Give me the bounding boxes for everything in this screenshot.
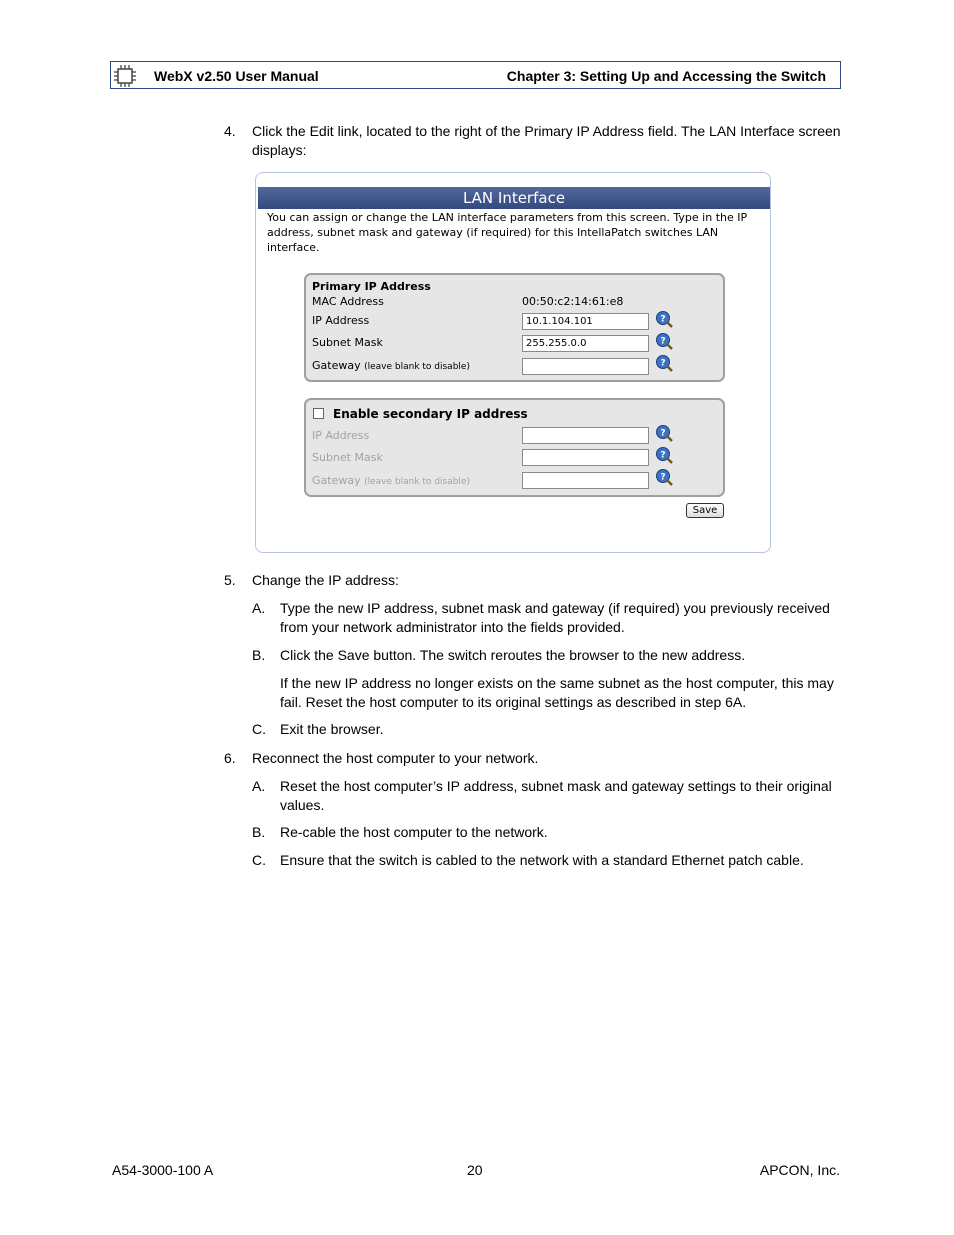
step-number: 6.	[224, 750, 236, 766]
svg-text:?: ?	[660, 472, 666, 483]
secondary-subnet-label: Subnet Mask	[312, 451, 383, 464]
step-text: Change the IP address:	[252, 572, 399, 588]
mac-value: 00:50:c2:14:61:e8	[522, 295, 624, 308]
gateway-input[interactable]	[522, 358, 649, 375]
substep-text: Type the new IP address, subnet mask and gateway (if required) you previously received from your network administrator into the fields provided.	[280, 600, 830, 635]
secondary-ip-heading: Enable secondary IP address	[333, 407, 528, 421]
substep-text: Re-cable the host computer to the network.	[280, 824, 548, 840]
lan-interface-screenshot	[255, 172, 771, 553]
chapter-title: Chapter 3: Setting Up and Accessing the Switch	[506, 68, 826, 84]
ip-address-input[interactable]: 10.1.104.101	[522, 313, 649, 330]
substep-text: Click the Save button. The switch reroutes the browser to the new address.	[280, 647, 746, 663]
secondary-gateway-label-text: Gateway	[312, 474, 361, 487]
page-number: 20	[467, 1162, 483, 1178]
help-icon[interactable]	[655, 446, 673, 464]
step-text: Click the Edit link, located to the right of the Primary IP Address field. The LAN Interface screen displays:	[252, 123, 841, 158]
svg-text:?: ?	[660, 314, 666, 325]
chip-icon	[114, 65, 136, 87]
step-number: 5.	[224, 572, 236, 588]
substep-letter: B.	[252, 824, 266, 840]
substep-letter: A.	[252, 778, 266, 794]
mac-label: MAC Address	[312, 295, 384, 308]
substep-text: Exit the browser.	[280, 721, 384, 737]
svg-text:?: ?	[660, 336, 666, 347]
lan-description: You can assign or change the LAN interface parameters from this screen. Type in the IP address, subnet mask and gateway (if required) for this IntellaPatch switches LAN interface.	[267, 211, 748, 254]
primary-ip-group	[304, 273, 725, 382]
substep-letter: A.	[252, 600, 266, 616]
secondary-gateway-input[interactable]	[522, 472, 649, 489]
help-icon[interactable]	[655, 332, 673, 350]
svg-text:?: ?	[660, 450, 666, 461]
help-icon[interactable]	[655, 468, 673, 486]
lan-title: LAN Interface	[258, 187, 770, 209]
gateway-label-text: Gateway	[312, 359, 361, 372]
svg-text:?: ?	[660, 428, 666, 439]
substep-letter: C.	[252, 721, 266, 737]
primary-ip-heading: Primary IP Address	[312, 280, 431, 293]
page-header	[110, 61, 841, 89]
help-icon[interactable]	[655, 424, 673, 442]
subnet-label: Subnet Mask	[312, 336, 383, 349]
secondary-gateway-label	[312, 474, 470, 487]
secondary-ip-label: IP Address	[312, 429, 370, 442]
svg-text:?: ?	[660, 358, 666, 369]
gateway-hint: (leave blank to disable)	[364, 362, 470, 372]
doc-number: A54-3000-100 A	[112, 1162, 214, 1178]
substep-letter: C.	[252, 852, 266, 868]
manual-title: WebX v2.50 User Manual	[154, 68, 319, 84]
secondary-ip-group	[304, 398, 725, 497]
substep-text: Reset the host computer’s IP address, subnet mask and gateway settings to their original values.	[280, 778, 832, 813]
note-text: If the new IP address no longer exists on the same subnet as the host computer, this may fail. Reset the host computer to its original settings as described in step 6A.	[280, 675, 834, 710]
secondary-gateway-hint: (leave blank to disable)	[364, 477, 470, 487]
secondary-ip-input[interactable]	[522, 427, 649, 444]
subnet-mask-input[interactable]: 255.255.0.0	[522, 335, 649, 352]
substep-text: Ensure that the switch is cabled to the network with a standard Ethernet patch cable.	[280, 852, 804, 868]
ip-label: IP Address	[312, 314, 370, 327]
help-icon[interactable]	[655, 310, 673, 328]
secondary-subnet-input[interactable]	[522, 449, 649, 466]
enable-secondary-checkbox[interactable]	[313, 408, 324, 419]
step-number: 4.	[224, 123, 236, 139]
gateway-label	[312, 359, 470, 372]
help-icon[interactable]	[655, 354, 673, 372]
substep-letter: B.	[252, 647, 266, 663]
company-name: APCON, Inc.	[759, 1162, 840, 1178]
step-text: Reconnect the host computer to your network.	[252, 750, 539, 766]
save-button[interactable]: Save	[686, 503, 724, 518]
